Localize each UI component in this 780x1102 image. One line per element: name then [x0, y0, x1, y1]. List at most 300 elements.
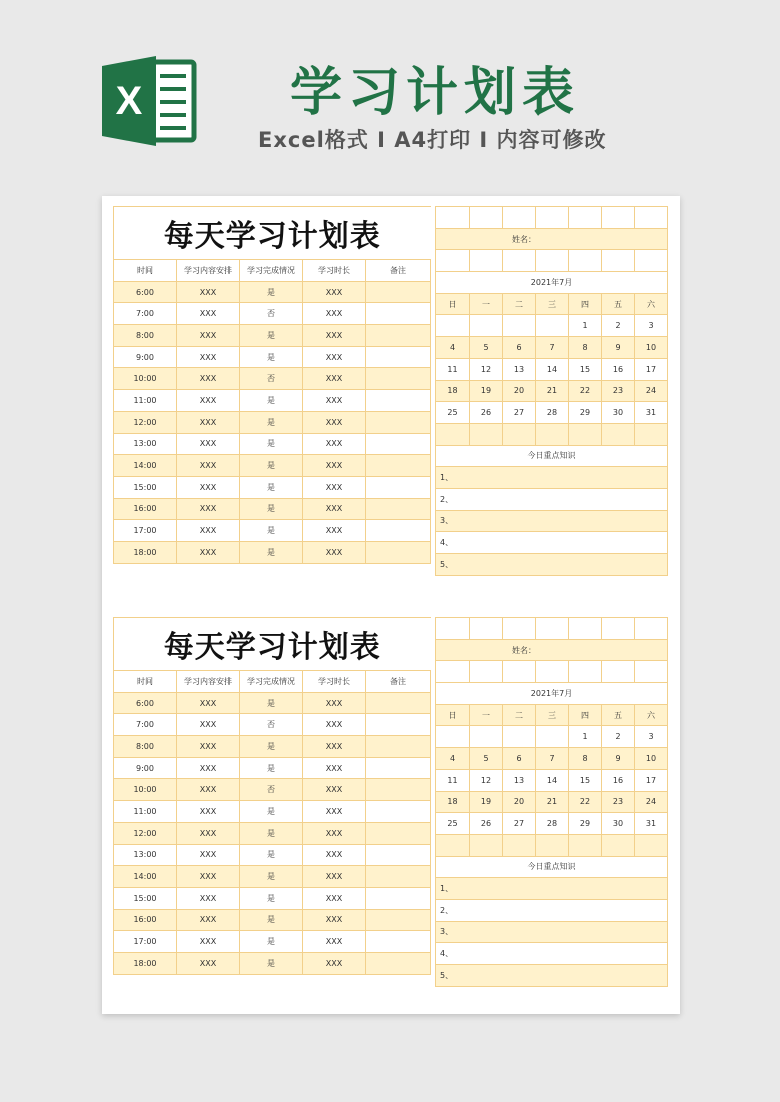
table-cell[interactable]	[366, 909, 431, 931]
table-row	[114, 866, 431, 888]
calendar-week-row	[436, 423, 668, 445]
table-cell[interactable]	[366, 714, 431, 736]
table-cell[interactable]: XXX	[303, 822, 366, 844]
schedule-header-row	[114, 671, 431, 693]
calendar-day[interactable]: 16	[602, 769, 635, 791]
table-cell[interactable]: XXX	[177, 346, 240, 368]
calendar-week-row	[436, 726, 668, 748]
blank-cell[interactable]	[602, 618, 635, 640]
calendar-day[interactable]: 16	[602, 358, 635, 380]
calendar-day[interactable]: 24	[635, 791, 668, 813]
table-cell[interactable]: 13:00	[114, 433, 177, 455]
calendar-day[interactable]	[602, 423, 635, 445]
blank-cell[interactable]	[436, 618, 470, 640]
blank-cell[interactable]	[503, 250, 536, 272]
table-row	[114, 931, 431, 953]
calendar-day[interactable]: 4	[436, 337, 470, 359]
table-cell[interactable]: 17:00	[114, 931, 177, 953]
table-cell[interactable]: XXX	[303, 931, 366, 953]
table-cell[interactable]: XXX	[303, 909, 366, 931]
table-row	[114, 411, 431, 433]
table-cell[interactable]: 是	[240, 520, 303, 542]
calendar-day[interactable]	[602, 834, 635, 856]
table-cell[interactable]: 是	[240, 887, 303, 909]
weekday-label: 二	[503, 704, 536, 726]
calendar-day[interactable]: 22	[569, 791, 602, 813]
table-cell[interactable]: XXX	[177, 390, 240, 412]
sheet-title: 每天学习计划表	[114, 207, 431, 260]
calendar-day[interactable]: 21	[536, 380, 569, 402]
table-cell[interactable]: XXX	[303, 346, 366, 368]
weekday-label: 三	[536, 704, 569, 726]
table-cell[interactable]: XXX	[303, 303, 366, 325]
knowledge-item[interactable]: 2、	[436, 488, 668, 510]
table-cell[interactable]: 否	[240, 714, 303, 736]
table-cell[interactable]: 否	[240, 303, 303, 325]
column-header: 时间	[114, 260, 177, 282]
table-cell[interactable]: XXX	[177, 325, 240, 347]
calendar-day[interactable]: 15	[569, 358, 602, 380]
knowledge-item[interactable]: 1、	[436, 878, 668, 900]
table-cell[interactable]: XXX	[177, 844, 240, 866]
table-cell[interactable]: XXX	[177, 822, 240, 844]
table-cell[interactable]: XXX	[303, 952, 366, 974]
calendar-day[interactable]: 2	[602, 315, 635, 337]
blank-cell[interactable]	[436, 207, 470, 229]
calendar-day[interactable]: 4	[436, 748, 470, 770]
name-row	[436, 228, 668, 250]
table-cell[interactable]: XXX	[177, 779, 240, 801]
weekday-label: 三	[536, 293, 569, 315]
calendar-day[interactable]	[536, 726, 569, 748]
blank-cell[interactable]	[602, 207, 635, 229]
column-header: 备注	[366, 671, 431, 693]
table-cell[interactable]	[366, 887, 431, 909]
calendar-day[interactable]: 29	[569, 402, 602, 424]
table-cell[interactable]: 10:00	[114, 779, 177, 801]
table-cell[interactable]: XXX	[303, 887, 366, 909]
table-cell[interactable]	[366, 433, 431, 455]
knowledge-item[interactable]: 4、	[436, 532, 668, 554]
table-cell[interactable]: XXX	[303, 801, 366, 823]
calendar-day[interactable]: 2	[602, 726, 635, 748]
table-cell[interactable]: XXX	[177, 520, 240, 542]
calendar-day[interactable]	[436, 726, 470, 748]
blank-cell[interactable]	[569, 618, 602, 640]
knowledge-item[interactable]: 3、	[436, 921, 668, 943]
weekday-row	[436, 293, 668, 315]
calendar-day[interactable]	[436, 423, 470, 445]
weekday-label: 六	[635, 293, 668, 315]
knowledge-item[interactable]: 5、	[436, 965, 668, 987]
table-row	[114, 952, 431, 974]
calendar-week-row	[436, 769, 668, 791]
calendar-day[interactable]: 9	[602, 748, 635, 770]
column-header: 学习内容安排	[177, 671, 240, 693]
calendar-blank-row	[436, 661, 668, 683]
table-cell[interactable]: 是	[240, 822, 303, 844]
calendar-day[interactable]: 23	[602, 380, 635, 402]
blank-cell[interactable]	[470, 661, 503, 683]
calendar-day[interactable]: 28	[536, 402, 569, 424]
table-cell[interactable]	[366, 368, 431, 390]
blank-cell[interactable]	[470, 618, 503, 640]
table-cell[interactable]: 15:00	[114, 476, 177, 498]
table-cell[interactable]: XXX	[303, 476, 366, 498]
calendar-day[interactable]: 1	[569, 726, 602, 748]
blank-cell[interactable]	[536, 207, 569, 229]
table-row	[114, 801, 431, 823]
calendar-day[interactable]: 13	[503, 769, 536, 791]
table-cell[interactable]: 是	[240, 346, 303, 368]
calendar-day[interactable]: 10	[635, 748, 668, 770]
table-cell[interactable]: 6:00	[114, 692, 177, 714]
blank-cell[interactable]	[602, 661, 635, 683]
table-cell[interactable]: XXX	[303, 433, 366, 455]
calendar-day[interactable]	[503, 315, 536, 337]
knowledge-item[interactable]: 3、	[436, 510, 668, 532]
table-cell[interactable]: XXX	[303, 281, 366, 303]
table-cell[interactable]: XXX	[177, 433, 240, 455]
table-cell[interactable]: XXX	[303, 368, 366, 390]
table-cell[interactable]: XXX	[177, 887, 240, 909]
table-cell[interactable]: 是	[240, 844, 303, 866]
blank-cell[interactable]	[503, 207, 536, 229]
table-cell[interactable]: 17:00	[114, 520, 177, 542]
table-cell[interactable]: 9:00	[114, 346, 177, 368]
table-cell[interactable]: XXX	[177, 498, 240, 520]
table-cell[interactable]: 是	[240, 736, 303, 758]
calendar-day[interactable]: 24	[635, 380, 668, 402]
calendar-day[interactable]: 19	[470, 791, 503, 813]
calendar-day[interactable]	[503, 423, 536, 445]
calendar-day[interactable]: 17	[635, 358, 668, 380]
table-cell[interactable]	[366, 779, 431, 801]
column-header: 时间	[114, 671, 177, 693]
table-cell[interactable]: 15:00	[114, 887, 177, 909]
blank-cell[interactable]	[470, 250, 503, 272]
blank-cell[interactable]	[503, 618, 536, 640]
table-cell[interactable]	[366, 801, 431, 823]
name-label[interactable]: 姓名：	[436, 228, 668, 250]
table-cell[interactable]: XXX	[177, 455, 240, 477]
table-cell[interactable]: XXX	[303, 714, 366, 736]
table-cell[interactable]	[366, 541, 431, 563]
table-cell[interactable]: 14:00	[114, 455, 177, 477]
blank-cell[interactable]	[536, 661, 569, 683]
table-cell[interactable]	[366, 931, 431, 953]
knowledge-item[interactable]: 4、	[436, 943, 668, 965]
table-cell[interactable]: XXX	[303, 520, 366, 542]
calendar-table	[435, 617, 668, 987]
table-cell[interactable]	[366, 866, 431, 888]
calendar-day[interactable]	[569, 834, 602, 856]
table-cell[interactable]: XXX	[303, 866, 366, 888]
blank-cell[interactable]	[569, 250, 602, 272]
table-cell[interactable]: 14:00	[114, 866, 177, 888]
table-cell[interactable]: XXX	[303, 779, 366, 801]
sheet-title: 每天学习计划表	[114, 618, 431, 671]
calendar-day[interactable]: 10	[635, 337, 668, 359]
table-cell[interactable]: 否	[240, 779, 303, 801]
table-cell[interactable]: 8:00	[114, 325, 177, 347]
table-cell[interactable]: 是	[240, 433, 303, 455]
table-cell[interactable]: XXX	[303, 541, 366, 563]
calendar-day[interactable]	[436, 315, 470, 337]
knowledge-item[interactable]: 5、	[436, 554, 668, 576]
table-cell[interactable]: 12:00	[114, 411, 177, 433]
calendar-day[interactable]	[536, 834, 569, 856]
table-cell[interactable]: XXX	[177, 303, 240, 325]
calendar-day[interactable]: 14	[536, 769, 569, 791]
table-cell[interactable]: XXX	[177, 736, 240, 758]
weekday-row	[436, 704, 668, 726]
table-cell[interactable]: 是	[240, 801, 303, 823]
calendar-day[interactable]: 29	[569, 813, 602, 835]
schedule-header-row	[114, 260, 431, 282]
table-cell[interactable]: XXX	[303, 390, 366, 412]
weekday-label: 二	[503, 293, 536, 315]
table-cell[interactable]: XXX	[177, 909, 240, 931]
table-cell[interactable]: 12:00	[114, 822, 177, 844]
table-cell[interactable]: 9:00	[114, 757, 177, 779]
calendar-day[interactable]	[470, 315, 503, 337]
blank-cell[interactable]	[602, 250, 635, 272]
calendar-week-row	[436, 791, 668, 813]
calendar-day[interactable]: 1	[569, 315, 602, 337]
table-cell[interactable]	[366, 952, 431, 974]
table-cell[interactable]	[366, 844, 431, 866]
table-cell[interactable]: 是	[240, 692, 303, 714]
sheet-paper	[102, 196, 680, 1014]
table-cell[interactable]: 是	[240, 476, 303, 498]
table-cell[interactable]	[366, 476, 431, 498]
table-cell[interactable]	[366, 346, 431, 368]
calendar-day[interactable]: 11	[436, 769, 470, 791]
calendar-day[interactable]: 26	[470, 813, 503, 835]
calendar-day[interactable]	[503, 726, 536, 748]
calendar-day[interactable]: 5	[470, 748, 503, 770]
blank-cell[interactable]	[470, 207, 503, 229]
table-cell[interactable]: XXX	[177, 476, 240, 498]
table-cell[interactable]	[366, 455, 431, 477]
calendar-day[interactable]: 27	[503, 813, 536, 835]
calendar-day[interactable]: 30	[602, 402, 635, 424]
calendar-day[interactable]: 18	[436, 380, 470, 402]
calendar-day[interactable]: 30	[602, 813, 635, 835]
table-cell[interactable]: 是	[240, 498, 303, 520]
calendar-day[interactable]	[470, 423, 503, 445]
calendar-day[interactable]: 14	[536, 358, 569, 380]
calendar-day[interactable]: 5	[470, 337, 503, 359]
blank-cell[interactable]	[635, 207, 668, 229]
calendar-day[interactable]: 19	[470, 380, 503, 402]
table-cell[interactable]	[366, 736, 431, 758]
calendar-day[interactable]: 7	[536, 748, 569, 770]
table-cell[interactable]: XXX	[303, 411, 366, 433]
calendar-day[interactable]: 25	[436, 813, 470, 835]
calendar-day[interactable]: 28	[536, 813, 569, 835]
table-cell[interactable]: XXX	[177, 692, 240, 714]
calendar-day[interactable]	[635, 834, 668, 856]
knowledge-header-row	[436, 445, 668, 467]
table-cell[interactable]: XXX	[303, 736, 366, 758]
calendar-day[interactable]: 9	[602, 337, 635, 359]
table-cell[interactable]: XXX	[177, 281, 240, 303]
calendar-day[interactable]: 6	[503, 748, 536, 770]
table-cell[interactable]: 是	[240, 757, 303, 779]
calendar-day[interactable]	[436, 834, 470, 856]
calendar-day[interactable]: 21	[536, 791, 569, 813]
blank-cell[interactable]	[536, 250, 569, 272]
table-cell[interactable]: 18:00	[114, 952, 177, 974]
table-cell[interactable]: 是	[240, 931, 303, 953]
blank-cell[interactable]	[635, 618, 668, 640]
weekday-label: 一	[470, 293, 503, 315]
blank-cell[interactable]	[503, 661, 536, 683]
table-cell[interactable]: 否	[240, 368, 303, 390]
table-cell[interactable]: 18:00	[114, 541, 177, 563]
calendar-day[interactable]: 8	[569, 748, 602, 770]
calendar-day[interactable]: 15	[569, 769, 602, 791]
calendar-day[interactable]: 22	[569, 380, 602, 402]
blank-cell[interactable]	[436, 250, 470, 272]
table-cell[interactable]: 11:00	[114, 390, 177, 412]
table-row	[114, 476, 431, 498]
calendar-day[interactable]	[536, 423, 569, 445]
name-label[interactable]: 姓名：	[436, 639, 668, 661]
table-cell[interactable]	[366, 498, 431, 520]
calendar-day[interactable]: 27	[503, 402, 536, 424]
calendar-day[interactable]: 3	[635, 726, 668, 748]
table-cell[interactable]	[366, 281, 431, 303]
blank-cell[interactable]	[436, 661, 470, 683]
column-header: 备注	[366, 260, 431, 282]
table-cell[interactable]: 是	[240, 325, 303, 347]
table-cell[interactable]: 10:00	[114, 368, 177, 390]
calendar-day[interactable]: 18	[436, 791, 470, 813]
blank-cell[interactable]	[569, 207, 602, 229]
table-cell[interactable]: 11:00	[114, 801, 177, 823]
table-cell[interactable]	[366, 303, 431, 325]
table-cell[interactable]: XXX	[177, 801, 240, 823]
table-cell[interactable]: XXX	[177, 541, 240, 563]
knowledge-header-row	[436, 856, 668, 878]
table-cell[interactable]: XXX	[177, 866, 240, 888]
table-cell[interactable]	[366, 692, 431, 714]
table-cell[interactable]	[366, 411, 431, 433]
table-cell[interactable]: 7:00	[114, 714, 177, 736]
table-cell[interactable]: XXX	[177, 931, 240, 953]
table-cell[interactable]: 8:00	[114, 736, 177, 758]
table-cell[interactable]: 是	[240, 455, 303, 477]
calendar-day[interactable]	[503, 834, 536, 856]
knowledge-row	[436, 488, 668, 510]
table-cell[interactable]	[366, 325, 431, 347]
table-cell[interactable]: XXX	[303, 844, 366, 866]
table-cell[interactable]: 是	[240, 390, 303, 412]
table-cell[interactable]: 16:00	[114, 909, 177, 931]
table-cell[interactable]	[366, 757, 431, 779]
calendar-blank-row	[436, 618, 668, 640]
table-cell[interactable]: 是	[240, 909, 303, 931]
calendar-day[interactable]: 12	[470, 769, 503, 791]
table-cell[interactable]: XXX	[177, 757, 240, 779]
calendar-day[interactable]: 31	[635, 402, 668, 424]
table-cell[interactable]	[366, 822, 431, 844]
table-cell[interactable]: 16:00	[114, 498, 177, 520]
table-row	[114, 455, 431, 477]
calendar-day[interactable]: 6	[503, 337, 536, 359]
page-header	[0, 0, 780, 190]
table-cell[interactable]: XXX	[177, 714, 240, 736]
calendar-day[interactable]	[470, 726, 503, 748]
table-cell[interactable]: 是	[240, 411, 303, 433]
table-cell[interactable]: 7:00	[114, 303, 177, 325]
calendar-month: 2021年7月	[436, 272, 668, 294]
calendar-day[interactable]: 31	[635, 813, 668, 835]
calendar-day[interactable]: 23	[602, 791, 635, 813]
table-row	[114, 909, 431, 931]
table-cell[interactable]	[366, 390, 431, 412]
calendar-day[interactable]: 20	[503, 380, 536, 402]
table-cell[interactable]	[366, 520, 431, 542]
blank-cell[interactable]	[569, 661, 602, 683]
table-cell[interactable]: XXX	[177, 411, 240, 433]
calendar-week-row	[436, 337, 668, 359]
calendar-day[interactable]	[569, 423, 602, 445]
knowledge-row	[436, 943, 668, 965]
calendar-day[interactable]	[470, 834, 503, 856]
calendar-day[interactable]	[536, 315, 569, 337]
table-row	[114, 368, 431, 390]
calendar-day[interactable]: 7	[536, 337, 569, 359]
knowledge-item[interactable]: 2、	[436, 899, 668, 921]
table-cell[interactable]: 是	[240, 952, 303, 974]
table-cell[interactable]: XXX	[303, 455, 366, 477]
blank-cell[interactable]	[635, 661, 668, 683]
calendar-day[interactable]: 3	[635, 315, 668, 337]
table-cell[interactable]: 是	[240, 866, 303, 888]
table-cell[interactable]: XXX	[177, 368, 240, 390]
table-cell[interactable]: 是	[240, 541, 303, 563]
table-cell[interactable]: XXX	[303, 498, 366, 520]
table-row	[114, 520, 431, 542]
calendar-day[interactable]: 26	[470, 402, 503, 424]
blank-cell[interactable]	[536, 618, 569, 640]
table-cell[interactable]: XXX	[303, 325, 366, 347]
table-cell[interactable]: 6:00	[114, 281, 177, 303]
table-row	[114, 736, 431, 758]
calendar-day[interactable]: 13	[503, 358, 536, 380]
calendar-day[interactable]: 20	[503, 791, 536, 813]
calendar-day[interactable]: 25	[436, 402, 470, 424]
table-cell[interactable]: XXX	[177, 952, 240, 974]
table-row	[114, 325, 431, 347]
calendar-day[interactable]: 12	[470, 358, 503, 380]
knowledge-row	[436, 878, 668, 900]
knowledge-item[interactable]: 1、	[436, 467, 668, 489]
calendar-day[interactable]: 17	[635, 769, 668, 791]
table-cell[interactable]: XXX	[303, 692, 366, 714]
calendar-day[interactable]: 11	[436, 358, 470, 380]
calendar-day[interactable]	[635, 423, 668, 445]
calendar-day[interactable]: 8	[569, 337, 602, 359]
blank-cell[interactable]	[635, 250, 668, 272]
table-cell[interactable]: 13:00	[114, 844, 177, 866]
table-cell[interactable]: XXX	[303, 757, 366, 779]
table-cell[interactable]: 是	[240, 281, 303, 303]
